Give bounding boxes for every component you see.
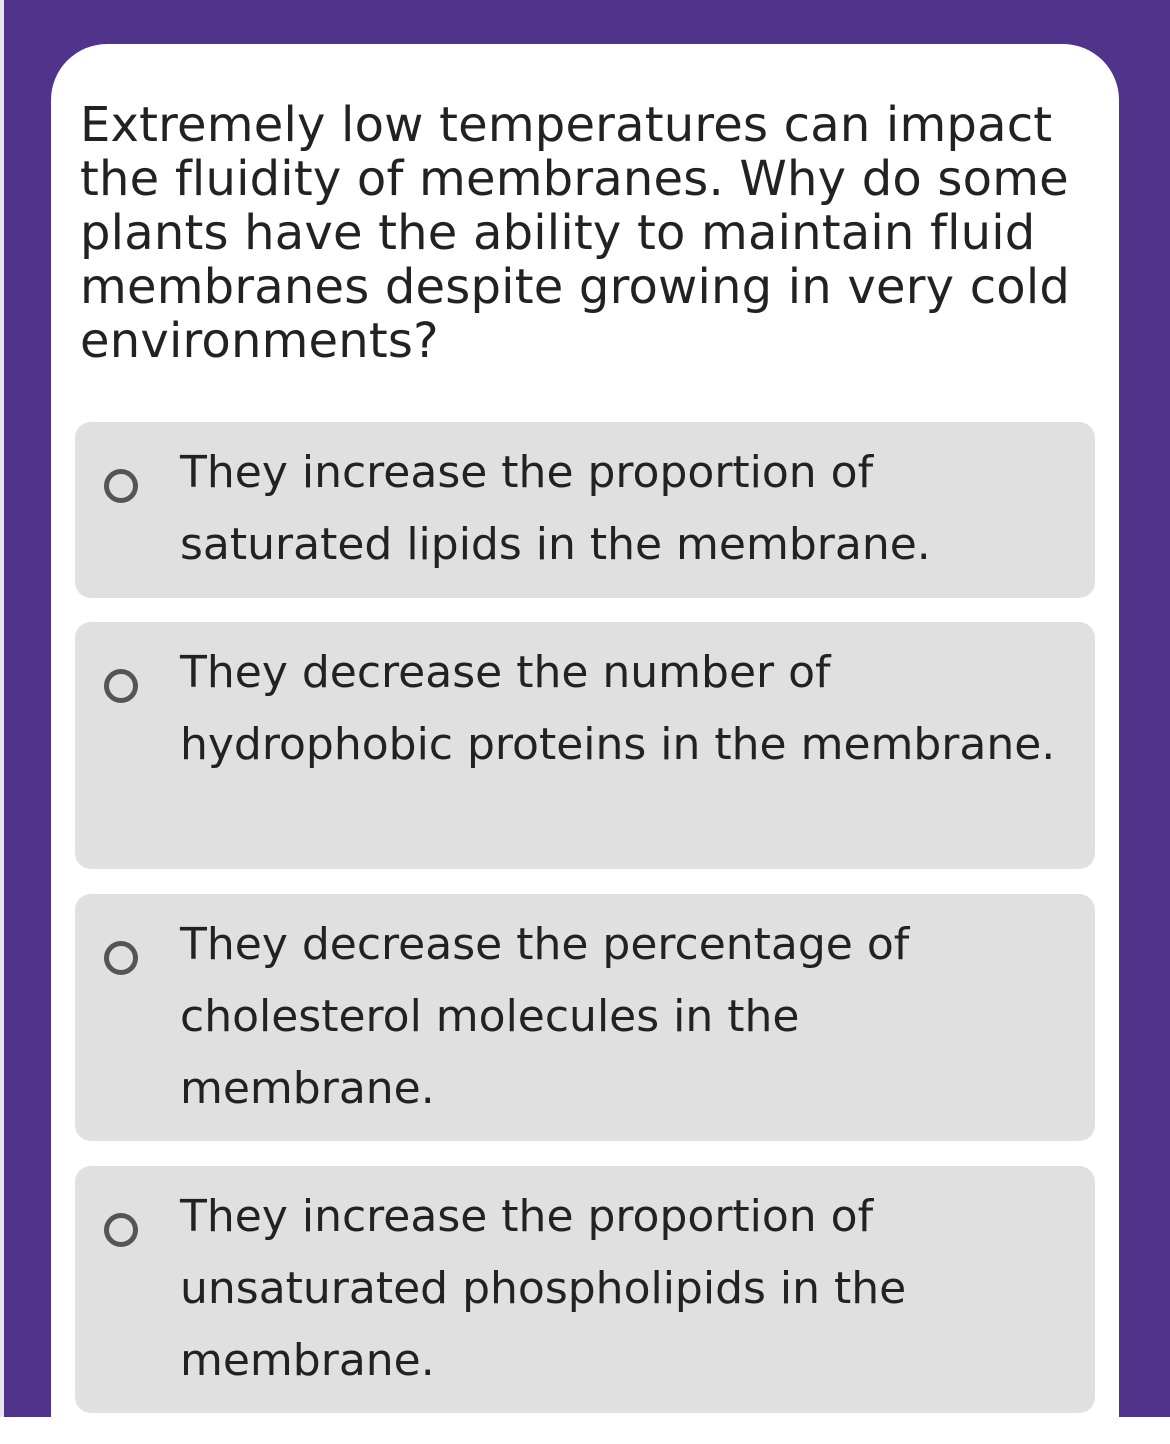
radio-unselected-icon[interactable]	[104, 941, 138, 975]
answer-option-label: They decrease the number of hydrophobic proteins in the membrane.	[180, 647, 1056, 770]
answer-option-label: They decrease the percentage of cholesterol molecules in the membrane.	[180, 919, 910, 1114]
radio-unselected-icon[interactable]	[104, 1213, 138, 1247]
answer-option-3[interactable]	[75, 894, 1095, 1141]
answer-option-1[interactable]	[75, 422, 1095, 598]
radio-unselected-icon[interactable]	[104, 669, 138, 703]
question-text: Extremely low temperatures can impact the fluidity of membranes. Why do some plants have the ability to maintain fluid membranes despite growing in very cold environments?	[80, 97, 1071, 369]
left-edge-divider	[0, 0, 4, 1417]
answer-option-label: They increase the proportion of unsaturated phospholipids in the membrane.	[180, 1191, 907, 1386]
answer-option-label: They increase the proportion of saturated lipids in the membrane.	[180, 447, 931, 570]
answer-option-2[interactable]	[75, 622, 1095, 869]
answer-option-4[interactable]	[75, 1166, 1095, 1413]
radio-unselected-icon[interactable]	[104, 469, 138, 503]
